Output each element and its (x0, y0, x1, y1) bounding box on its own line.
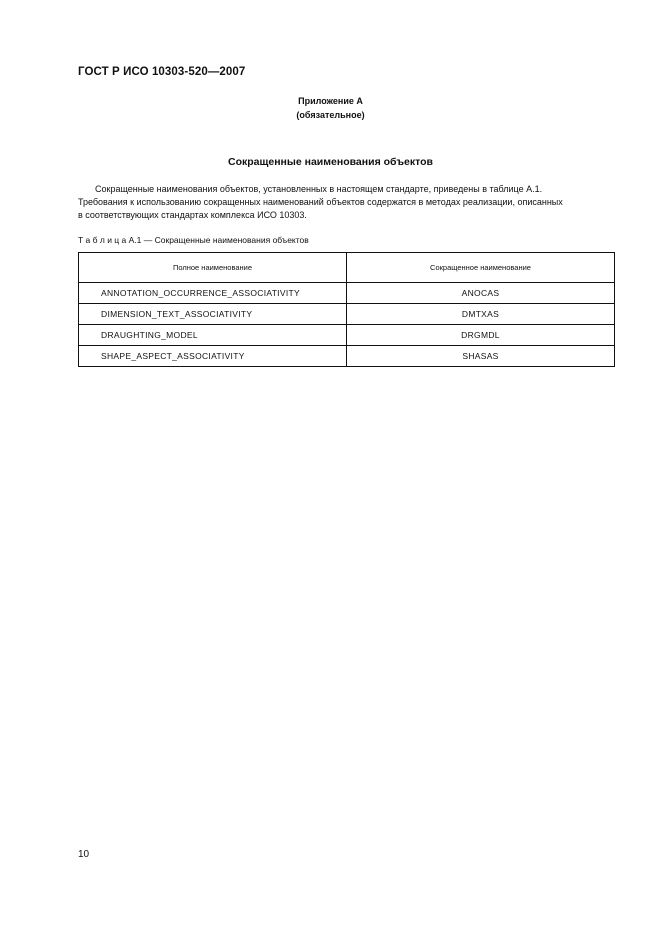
full-name-cell: SHAPE_ASPECT_ASSOCIATIVITY (79, 346, 347, 367)
table-caption: Т а б л и ц а А.1 — Сокращенные наименования объектов (78, 235, 309, 245)
body-paragraph (78, 183, 616, 222)
paragraph-line: Сокращенные наименования объектов, установленных в настоящем стандарте, приведены в таблице А.1. (95, 184, 543, 194)
table-row (79, 304, 615, 325)
table-row (79, 283, 615, 304)
abbreviations-table (78, 252, 615, 367)
table-row (79, 325, 615, 346)
short-name-cell: SHASAS (347, 346, 615, 367)
table-row (79, 346, 615, 367)
section-title: Сокращенные наименования объектов (228, 156, 433, 168)
document-code: ГОСТ Р ИСО 10303-520—2007 (78, 66, 246, 78)
table-header-row (79, 253, 615, 283)
header-full-name: Полное наименование (79, 253, 347, 283)
short-name-cell: DRGMDL (347, 325, 615, 346)
paragraph-line: Требования к использованию сокращенных наименований объектов содержатся в методах реализации, описанных (78, 197, 563, 207)
paragraph-line: в соответствующих стандартах комплекса ИСО 10303. (78, 210, 307, 220)
annex-title: Приложение А (298, 96, 363, 106)
full-name-cell: DRAUGHTING_MODEL (79, 325, 347, 346)
short-name-cell: ANOCAS (347, 283, 615, 304)
header-short-name: Сокращенное наименование (347, 253, 615, 283)
annex-status: (обязательное) (296, 110, 365, 120)
short-name-cell: DMTXAS (347, 304, 615, 325)
page-number: 10 (78, 849, 90, 860)
full-name-cell: DIMENSION_TEXT_ASSOCIATIVITY (79, 304, 347, 325)
full-name-cell: ANNOTATION_OCCURRENCE_ASSOCIATIVITY (79, 283, 347, 304)
